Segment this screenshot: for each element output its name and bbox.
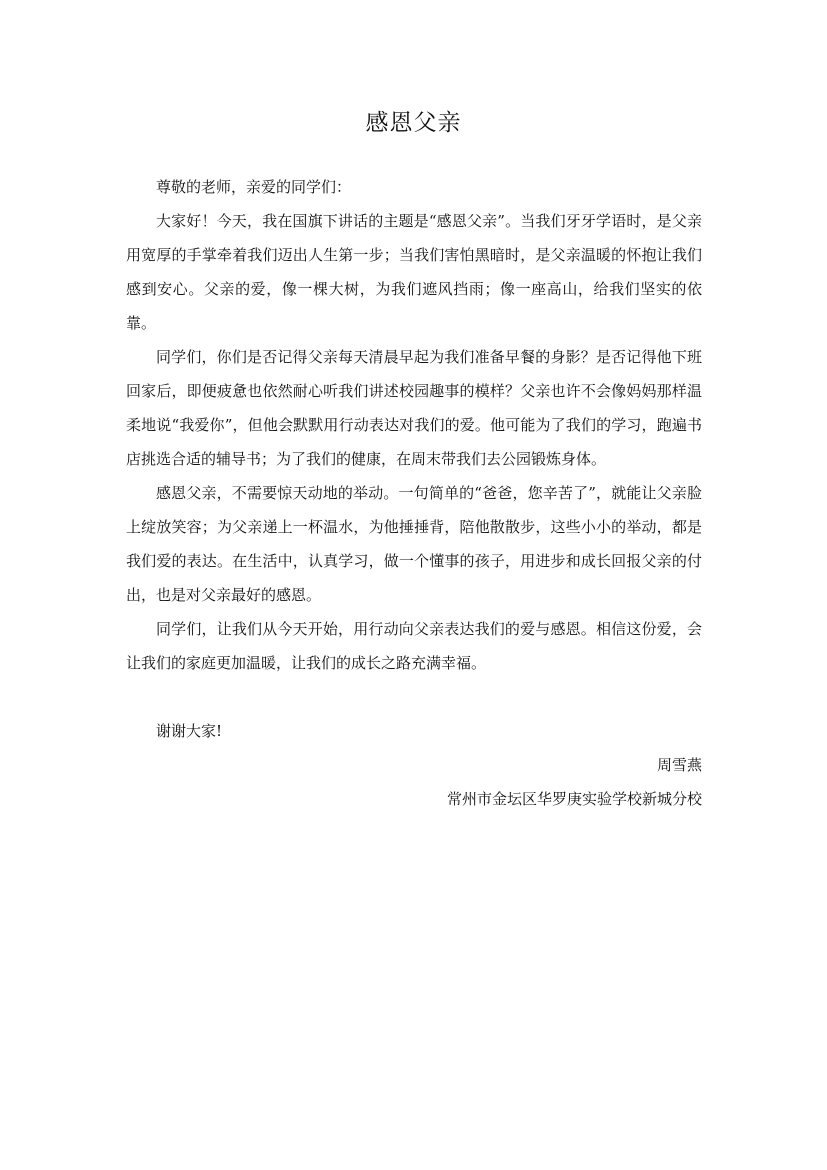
paragraph-3: 感恩父亲，不需要惊天动地的举动。一句简单的“爸爸，您辛苦了”，就能让父亲脸上绽放笑容；为父亲递上一杯温水，为他捶捶背，陪他散散步，这些小小的举动，都是我们爱的表达。在生活中，认真学习，做一个懂事的孩子，用进步和成长回报父亲的付出，也是对父亲最好的感恩。 (126, 484, 702, 604)
paragraph-2: 同学们，你们是否记得父亲每天清晨早起为我们准备早餐的身影？是否记得他下班回家后，即便疲惫也依然耐心听我们讲述校园趣事的模样？父亲也许不会像妈妈那样温柔地说“我爱你”，但他会默默用行动表达对我们的爱。他可能为了我们的学习，跑遍书店挑选合适的辅导书；为了我们的健康，在周末带我们去公园锻炼身体。 (126, 348, 702, 468)
document-title: 感恩父亲 (365, 110, 462, 136)
speech-body (126, 170, 702, 816)
author-name: 周雪燕 (656, 756, 702, 774)
paragraph-1: 大家好！今天，我在国旗下讲话的主题是“感恩父亲”。当我们牙牙学语时，是父亲用宽厚的手掌牵着我们迈出人生第一步；当我们害怕黑暗时，是父亲温暖的怀抱让我们感到安心。父亲的爱，像一棵大树，为我们遮风挡雨；像一座高山，给我们坚实的依靠。 (126, 212, 702, 332)
closing-remark: 谢谢大家! (156, 722, 223, 740)
salutation: 尊敬的老师，亲爱的同学们： (156, 178, 352, 196)
blank-line (126, 680, 702, 714)
school-name: 常州市金坛区华罗庚实验学校新城分校 (446, 790, 702, 808)
paragraph-4: 同学们，让我们从今天开始，用行动向父亲表达我们的爱与感恩。相信这份爱，会让我们的家庭更加温暖，让我们的成长之路充满幸福。 (126, 620, 702, 672)
